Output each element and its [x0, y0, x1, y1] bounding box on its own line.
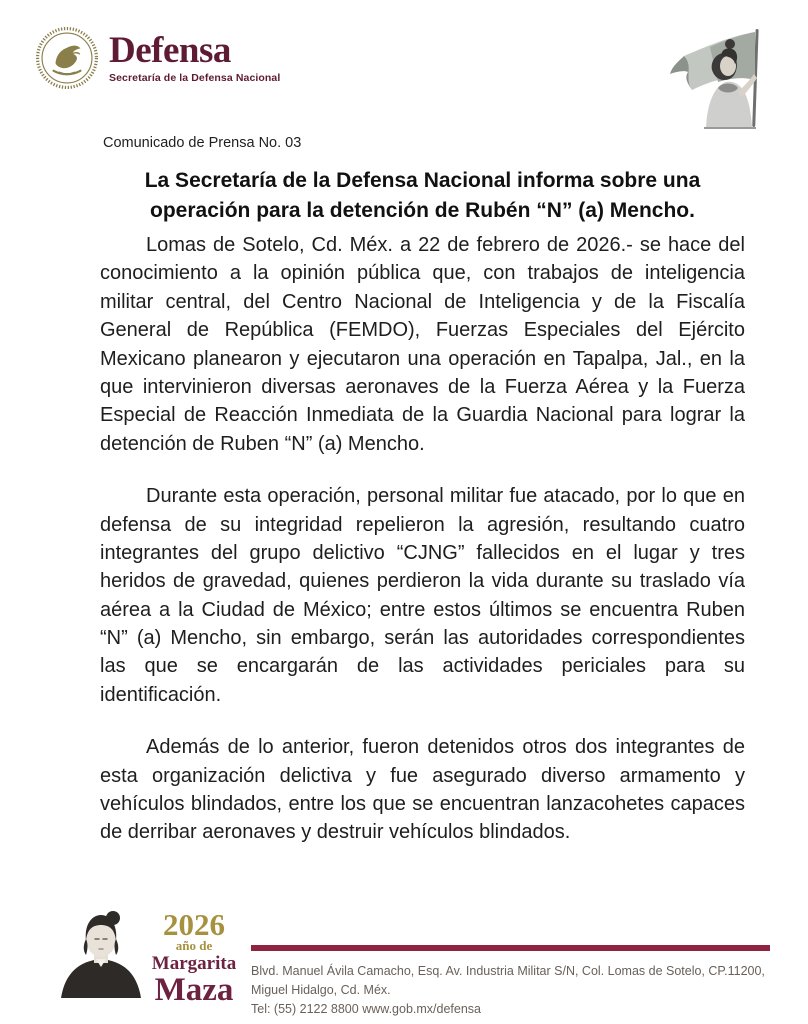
- margarita-maza-logo: [147, 907, 241, 1008]
- paragraph-2: Durante esta operación, personal militar fue atacado, por lo que en defensa de su integridad repelieron la agresión, resultando cuatro integrantes del grupo delictivo “CJNG” fallecidos en el lugar y tres heridos de gravedad, quienes perdieron la vida durante su traslado vía aérea a la Ciudad de México; entre estos últimos se encuentra Ruben “N” (a) Mencho, sin embargo, serán las autoridades correspondientes las que se encargarán de las actividades periciales para su identificación.: [100, 485, 745, 706]
- brand-text-block: [109, 32, 280, 84]
- footer-address-line: Blvd. Manuel Ávila Camacho, Esq. Av. Industria Militar S/N, Col. Lomas de Sotelo, CP.11200, Miguel Hidalgo, Cd. Méx.: [251, 964, 765, 997]
- document-footer: [55, 903, 770, 1018]
- document-body: [100, 231, 745, 871]
- document-title: La Secretaría de la Defensa Nacional informa sobre una operación para la detención de Rubén “N” (a) Mencho.: [144, 169, 701, 223]
- defensa-brand: [35, 26, 280, 90]
- paragraph-1: Lomas de Sotelo, Cd. Méx. a 22 de febrero de 2026.- se hace del conocimiento a la opinión pública que, con trabajos de inteligencia militar central, del Centro Nacional de Inteligencia y de la Fiscalía General de República (FEMDO), Fuerzas Especiales del Ejército Mexicano planearon y ejecutaron una operación en Tapalpa, Jal., en la que intervinieron diversas aeronaves de la Fuerza Aérea y la Fuerza Especial de Reacción Inmediata de la Guardia Nacional para lograr la detención de Ruben “N” (a) Mencho.: [100, 234, 745, 455]
- brand-subtitle: Secretaría de la Defensa Nacional: [109, 72, 281, 84]
- woman-with-flag-illustration: [660, 26, 788, 130]
- footer-address: [251, 962, 770, 1018]
- footer-name-last: Maza: [154, 971, 234, 1008]
- document-header: [35, 26, 792, 130]
- footer-phone-line: Tel: (55) 2122 8800 www.gob.mx/defensa: [251, 1001, 481, 1016]
- brand-title: Defensa: [109, 30, 231, 71]
- margarita-maza-portrait-icon: [55, 903, 147, 998]
- footer-year: 2026: [163, 907, 225, 942]
- footer-contact-block: [251, 903, 770, 1018]
- press-release-number: Comunicado de Prensa No. 03: [103, 135, 302, 151]
- footer-year-label: año de: [175, 937, 213, 953]
- paragraph-3: Además de lo anterior, fueron detenidos otros dos integrantes de esta organización delictiva y fue asegurado diverso armamento y vehículos blindados, entre los que se encuentran lanzacohetes capaces de derribar aeronaves y destruir vehículos blindados.: [100, 736, 745, 844]
- national-seal-icon: [35, 26, 99, 90]
- footer-divider: [251, 945, 770, 951]
- footer-name-first: Margarita: [151, 952, 237, 974]
